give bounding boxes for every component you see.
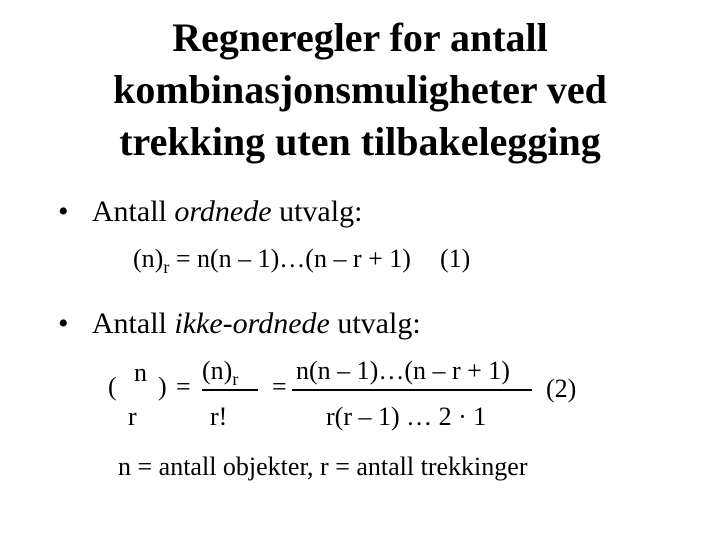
title-line-1: Regneregler for antall — [172, 15, 548, 60]
formula1-rhs: = n(n – 1)…(n – r + 1) — [169, 244, 411, 273]
binom-open-paren: ( — [108, 372, 117, 401]
fraction1-denominator: r! — [210, 402, 228, 431]
binom-bottom: r — [128, 402, 137, 431]
bullet-text-italic: ikke-ordnede — [174, 307, 330, 340]
binom-top: n — [134, 358, 147, 387]
fraction2-numerator: n(n – 1)…(n – r + 1) — [296, 356, 510, 385]
binom-close-paren: ) — [158, 372, 167, 401]
formula1-lhs: (n) — [133, 244, 164, 273]
bullet-marker: • — [58, 195, 69, 228]
bullet-text-suffix: utvalg: — [271, 195, 363, 228]
formula-ordered — [133, 244, 470, 276]
title-line-3: trekking uten tilbakelegging — [119, 119, 601, 164]
title-line-2: kombinasjonsmuligheter ved — [113, 67, 607, 112]
fraction1-numerator-subscript: r — [232, 369, 239, 389]
fraction2-bar — [292, 389, 532, 391]
bullet-text-suffix: utvalg: — [329, 307, 421, 340]
bullet-unordered — [58, 306, 421, 342]
bullet-text-italic: ordnede — [174, 195, 272, 228]
bullet-text-prefix: Antall — [91, 307, 175, 340]
footnote-variables: n = antall objekter, r = antall trekkinger — [118, 452, 528, 481]
formula1-label: (1) — [439, 244, 471, 273]
equals-1: = — [176, 372, 191, 401]
slide-title — [0, 12, 720, 168]
bullet-marker: • — [58, 307, 69, 340]
formula1-lhs-subscript: r — [163, 257, 170, 277]
fraction1-numerator — [202, 356, 238, 388]
bullet-text-prefix: Antall — [91, 195, 175, 228]
equals-2: = — [272, 372, 287, 401]
bullet-ordered — [58, 194, 362, 230]
fraction1-bar — [202, 389, 258, 391]
formula2-label: (2) — [546, 374, 577, 403]
fraction1-numerator-n: (n) — [202, 356, 233, 385]
fraction2-denominator: r(r – 1) … 2 · 1 — [326, 402, 487, 431]
